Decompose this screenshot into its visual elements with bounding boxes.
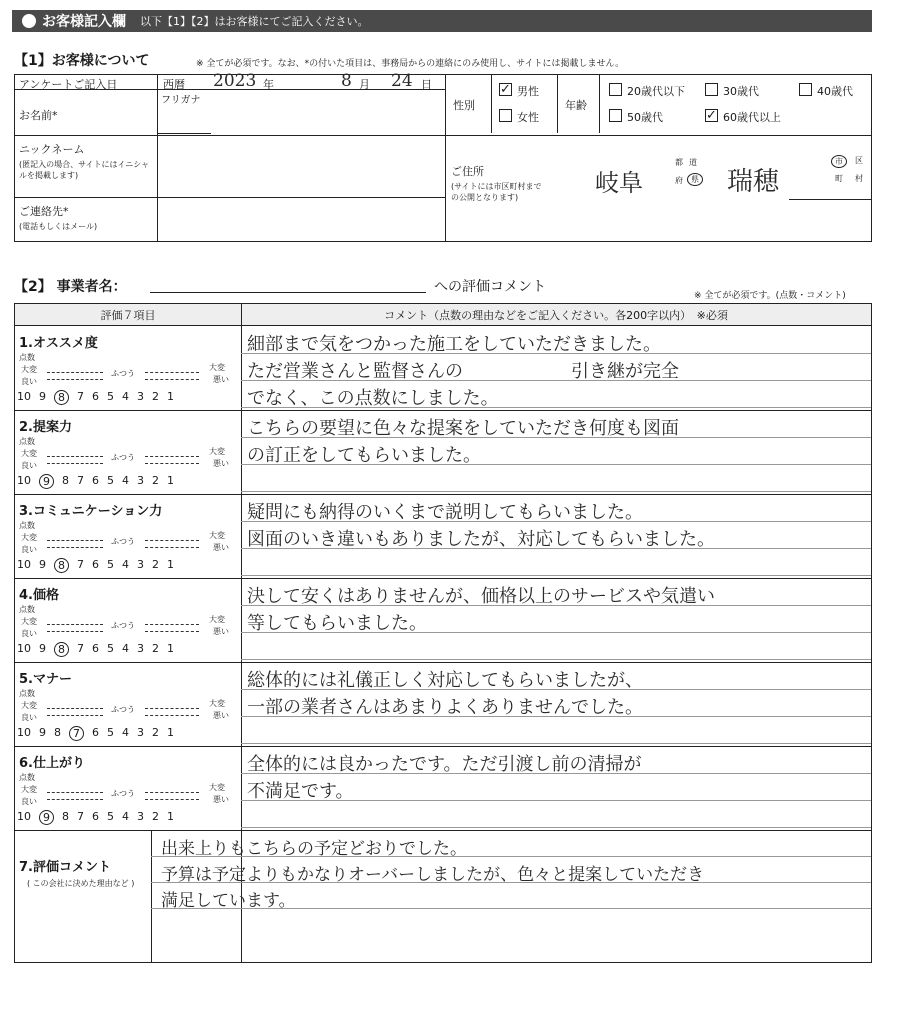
comment-line[interactable]: 一部の業者さんはあまりよくありませんでした。 [247, 697, 643, 718]
scale-arrow-left [47, 792, 103, 800]
address-label: ご住所 [451, 165, 484, 178]
scale-left-top: 大変 [21, 365, 37, 374]
scale-left-top: 大変 [21, 533, 37, 542]
section2-note: ※ 全てが必須です。(点数・コメント) [694, 291, 846, 301]
score-option[interactable]: 10 [17, 558, 31, 571]
score-option[interactable]: 8 [54, 642, 69, 657]
score-option[interactable]: 4 [122, 810, 129, 823]
score-option[interactable]: 5 [107, 810, 114, 823]
score-option[interactable]: 1 [167, 390, 174, 403]
score-option[interactable]: 9 [39, 810, 54, 825]
scale-right-top: 大変 [209, 531, 225, 540]
score-label: 点数 [19, 437, 35, 446]
scale-arrow-left [47, 372, 103, 380]
age-60s-label: 60歳代以上 [723, 111, 781, 124]
company-name-line[interactable] [150, 292, 426, 293]
comment-line[interactable]: ただ営業さんと監督さんの 引き継が完全 [247, 361, 679, 382]
score-label: 点数 [19, 521, 35, 530]
score-option[interactable]: 8 [54, 558, 69, 573]
score-option[interactable]: 2 [152, 390, 159, 403]
age-checkbox-40s[interactable] [799, 83, 812, 96]
scale-arrow-right [145, 372, 199, 380]
score-option[interactable]: 10 [17, 642, 31, 655]
banner-title: お客様記入欄 [42, 14, 126, 30]
score-option[interactable]: 5 [107, 390, 114, 403]
contact-label: ご連絡先* [19, 205, 69, 218]
score-option[interactable]: 2 [152, 810, 159, 823]
scale-right-bottom: 悪い [213, 459, 229, 468]
scale-arrow-left [47, 540, 103, 548]
city-unit-ku: 区 [855, 156, 863, 165]
row-divider [15, 746, 871, 747]
score-option[interactable]: 1 [167, 726, 174, 739]
scale-left-bottom: 良い [21, 545, 37, 554]
scale-mid: ふつう [111, 789, 135, 798]
day-unit: 日 [421, 78, 432, 91]
score-option[interactable]: 2 [152, 726, 159, 739]
scale-arrow-right [145, 456, 199, 464]
comment-line[interactable]: 総体的には礼儀正しく対応してもらいましたが、 [247, 670, 643, 691]
survey-month: 8 [341, 71, 352, 91]
comment-col-divider [151, 830, 152, 962]
criterion-title: 6.仕上がり [19, 756, 85, 771]
year-unit: 年 [263, 78, 274, 91]
row-divider [15, 830, 871, 831]
scale-right-bottom: 悪い [213, 543, 229, 552]
score-option[interactable]: 5 [107, 474, 114, 487]
scale-arrow-left [47, 624, 103, 632]
city-unit-shi: 市 [831, 155, 847, 168]
section1-heading: 【1】お客様について [14, 53, 150, 69]
row-divider [15, 410, 871, 411]
city-unit-machi: 町 [835, 174, 843, 183]
score-option[interactable]: 4 [122, 558, 129, 571]
score-label: 点数 [19, 353, 35, 362]
score-option[interactable]: 4 [122, 726, 129, 739]
score-option[interactable]: 7 [77, 390, 84, 403]
score-scale [17, 642, 174, 657]
score-option[interactable]: 6 [92, 390, 99, 403]
score-option[interactable]: 3 [137, 726, 144, 739]
age-checkbox-30s[interactable] [705, 83, 718, 96]
scale-mid: ふつう [111, 369, 135, 378]
score-scale [17, 810, 174, 825]
free-comment-title: 7.評価コメント [19, 860, 111, 875]
score-option[interactable]: 3 [137, 474, 144, 487]
pref-unit-to: 都 [675, 158, 683, 167]
age-checkbox-60s[interactable]: ✓ [706, 108, 717, 123]
criterion-title: 4.価格 [19, 588, 59, 603]
scale-arrow-right [145, 624, 199, 632]
score-option[interactable]: 10 [17, 810, 31, 823]
score-option[interactable]: 3 [137, 390, 144, 403]
scale-right-top: 大変 [209, 783, 225, 792]
score-option[interactable]: 8 [54, 390, 69, 405]
score-option[interactable]: 1 [167, 474, 174, 487]
survey-day: 24 [391, 71, 413, 91]
nickname-label: ニックネーム [19, 143, 85, 156]
survey-date-label: アンケートご記入日 [19, 78, 118, 91]
score-option[interactable]: 9 [39, 390, 46, 403]
evaluation-table [14, 303, 872, 963]
free-comment-line[interactable]: 満足しています。 [161, 891, 296, 911]
score-scale [17, 390, 174, 405]
comment-line[interactable]: 全体的には良かったです。ただ引渡し前の清掃が [247, 754, 642, 775]
score-option[interactable]: 9 [39, 642, 46, 655]
section2-heading-suffix: への評価コメント [434, 279, 546, 295]
score-label: 点数 [19, 689, 35, 698]
pref-unit-ken: 県 [687, 173, 703, 186]
scale-arrow-left [47, 708, 103, 716]
score-option[interactable]: 2 [152, 474, 159, 487]
scale-right-top: 大変 [209, 615, 225, 624]
score-option[interactable]: 5 [107, 726, 114, 739]
gender-checkbox-female[interactable] [499, 109, 512, 122]
pref-unit-do: 道 [689, 158, 697, 167]
comment-rule [241, 659, 871, 660]
scale-left-top: 大変 [21, 449, 37, 458]
scale-right-bottom: 悪い [213, 795, 229, 804]
score-option[interactable]: 5 [107, 642, 114, 655]
scale-left-bottom: 良い [21, 629, 37, 638]
row-divider [15, 662, 871, 663]
scale-left-bottom: 良い [21, 797, 37, 806]
contact-note: (電話もしくはメール) [19, 222, 98, 231]
age-50s-label: 50歳代 [627, 111, 663, 124]
nickname-note: (匿記入の場合、サイトにはイニシャルを掲載します) [19, 160, 150, 180]
scale-right-bottom: 悪い [213, 375, 229, 384]
score-option[interactable]: 9 [39, 726, 46, 739]
address-city: 瑞穂 [727, 167, 780, 197]
score-option[interactable]: 3 [137, 558, 144, 571]
row-divider [15, 494, 871, 495]
gender-female-label: 女性 [517, 111, 539, 124]
scale-right-top: 大変 [209, 699, 225, 708]
comment-rule [241, 575, 871, 576]
score-option[interactable]: 6 [92, 810, 99, 823]
scale-mid: ふつう [111, 537, 135, 546]
comment-rule [241, 491, 871, 492]
score-option[interactable]: 7 [77, 642, 84, 655]
score-option[interactable]: 1 [167, 642, 174, 655]
score-option[interactable]: 1 [167, 810, 174, 823]
scale-arrow-right [145, 708, 199, 716]
scale-arrow-right [145, 540, 199, 548]
comment-line[interactable]: 等してもらいました。 [247, 613, 427, 634]
scale-right-bottom: 悪い [213, 627, 229, 636]
scale-mid: ふつう [111, 453, 135, 462]
score-option[interactable]: 4 [122, 642, 129, 655]
free-comment-sub: ( この会社に決めた理由など ) [27, 879, 135, 888]
scale-left-top: 大変 [21, 701, 37, 710]
gender-checkbox-male[interactable]: ✓ [500, 82, 511, 97]
scale-mid: ふつう [111, 705, 135, 714]
score-option[interactable]: 10 [17, 474, 31, 487]
score-option[interactable]: 10 [17, 726, 31, 739]
scale-left-bottom: 良い [21, 461, 37, 470]
comment-column-header: コメント（点数の理由などをご記入ください。各200字以内） ※必須 [241, 304, 871, 326]
customer-info-table [14, 71, 872, 242]
age-label: 年齢 [565, 99, 587, 112]
survey-year: 2023 [213, 71, 257, 91]
score-scale [17, 726, 174, 741]
score-scale [17, 558, 174, 573]
comment-line[interactable]: 不満足です。 [247, 781, 354, 802]
scale-right-bottom: 悪い [213, 711, 229, 720]
free-comment-line[interactable]: 出来上りもこちらの予定どおりでした。 [161, 839, 467, 859]
score-option[interactable]: 8 [62, 474, 69, 487]
score-option[interactable]: 3 [137, 810, 144, 823]
score-option[interactable]: 9 [39, 474, 54, 489]
score-option[interactable]: 7 [77, 474, 84, 487]
comment-rule [241, 827, 871, 828]
criterion-title: 5.マナー [19, 672, 72, 687]
section2-heading: 【2】 事業者名： [14, 279, 127, 295]
age-30s-label: 30歳代 [723, 85, 759, 98]
score-scale [17, 474, 174, 489]
score-option[interactable]: 4 [122, 390, 129, 403]
score-option[interactable]: 8 [54, 726, 61, 739]
comment-line[interactable]: 決して安くはありませんが、価格以上のサービスや気遣い [247, 586, 715, 607]
comment-rule [241, 743, 871, 744]
scale-left-top: 大変 [21, 617, 37, 626]
scale-arrow-left [47, 456, 103, 464]
comment-line[interactable]: でなく、この点数にしました。 [247, 388, 499, 409]
age-checkbox-50s[interactable] [609, 109, 622, 122]
score-option[interactable]: 6 [92, 642, 99, 655]
scale-right-top: 大変 [209, 447, 225, 456]
comment-line[interactable]: 細部まで気をつかった施工をしていただきました。 [247, 334, 661, 355]
score-option[interactable]: 7 [69, 726, 84, 741]
score-option[interactable]: 7 [77, 810, 84, 823]
scale-left-bottom: 良い [21, 377, 37, 386]
scale-arrow-right [145, 792, 199, 800]
address-note: (サイトには市区町村までの公開となります) [451, 182, 542, 202]
age-checkbox-20s[interactable] [609, 83, 622, 96]
criterion-title: 1.オススメ度 [19, 336, 98, 351]
free-comment-line[interactable]: 予算は予定よりもかなりオーバーしましたが、色々と提案していただき [161, 865, 705, 885]
age-20s-label: 20歳代以下 [627, 85, 685, 98]
score-option[interactable]: 8 [62, 810, 69, 823]
score-option[interactable]: 10 [17, 390, 31, 403]
score-label: 点数 [19, 605, 35, 614]
month-unit: 月 [359, 78, 370, 91]
score-option[interactable]: 6 [92, 726, 99, 739]
criterion-title: 2.提案力 [19, 420, 72, 435]
era-label: 西暦 [163, 78, 185, 91]
score-option[interactable]: 9 [39, 558, 46, 571]
gender-label: 性別 [453, 99, 475, 112]
scale-mid: ふつう [111, 621, 135, 630]
score-option[interactable]: 6 [92, 558, 99, 571]
scale-left-bottom: 良い [21, 713, 37, 722]
score-option[interactable]: 2 [152, 642, 159, 655]
criterion-title: 3.コミュニケーション力 [19, 504, 163, 519]
score-label: 点数 [19, 773, 35, 782]
banner-instruction: 以下【1】【2】はお客様にてご記入ください。 [140, 15, 369, 28]
age-40s-label: 40歳代 [817, 85, 853, 98]
score-option[interactable]: 2 [152, 558, 159, 571]
score-option[interactable]: 6 [92, 474, 99, 487]
score-option[interactable]: 4 [122, 474, 129, 487]
scale-right-top: 大変 [209, 363, 225, 372]
row-divider [15, 578, 871, 579]
score-option[interactable]: 7 [77, 558, 84, 571]
comment-line[interactable]: こちらの要望に色々な提案をしていただき何度も図面 [247, 418, 679, 439]
address-prefecture: 岐阜 [595, 169, 643, 197]
score-option[interactable]: 3 [137, 642, 144, 655]
comment-line[interactable]: 図面のいき違いもありましたが、対応してもらいました。 [247, 529, 715, 550]
bullet-icon [22, 14, 36, 28]
customer-section-banner [12, 10, 872, 32]
pref-unit-fu: 府 [675, 176, 683, 185]
furigana-label: フリガナ [161, 95, 201, 106]
comment-line[interactable]: 疑問にも納得のいくまで説明してもらいました。 [247, 502, 643, 523]
criteria-column-header: 評価７項目 [15, 304, 241, 326]
name-label: お名前* [19, 109, 58, 122]
scale-left-top: 大変 [21, 785, 37, 794]
section1-note: ※ 全てが必須です。なお、*の付いた項目は、事務局からの連絡にのみ使用し、サイトには掲載しません。 [196, 59, 625, 69]
gender-male-label: 男性 [517, 85, 539, 98]
comment-line[interactable]: の訂正をしてもらいました。 [247, 445, 481, 466]
score-option[interactable]: 5 [107, 558, 114, 571]
score-option[interactable]: 1 [167, 558, 174, 571]
city-unit-mura: 村 [855, 174, 863, 183]
